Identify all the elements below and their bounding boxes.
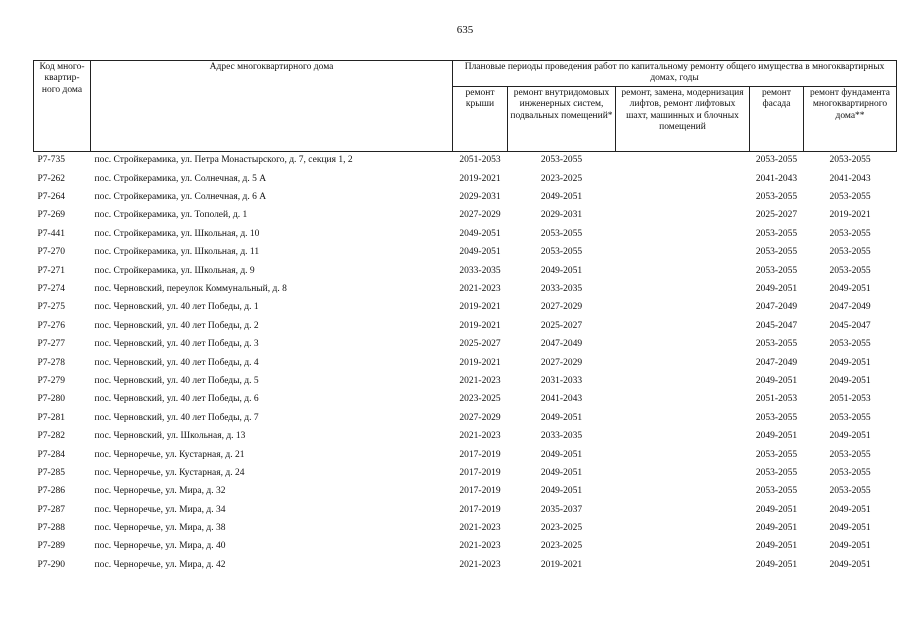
table-row xyxy=(34,151,897,170)
table-row xyxy=(34,428,897,446)
table-row xyxy=(34,520,897,538)
table-row xyxy=(34,225,897,243)
row-facade: 2045-2047 xyxy=(755,320,798,331)
table-row xyxy=(34,391,897,409)
row-address: пос. Черноречье, ул. Мира, д. 38 xyxy=(94,523,226,534)
row-facade: 2053-2055 xyxy=(755,155,798,166)
row-roof: 2019-2021 xyxy=(459,320,501,331)
row-code: Р7-287 xyxy=(37,504,65,515)
row-address: пос. Черноречье, ул. Кустарная, д. 21 xyxy=(94,449,245,460)
header-periods: Плановые периоды проведения работ по капитальному ремонту общего имущества в многоквартирных домах, годы xyxy=(453,61,897,87)
table-row xyxy=(34,207,897,225)
row-code: Р7-278 xyxy=(37,357,65,368)
row-roof: 2019-2021 xyxy=(459,302,501,313)
row-foundation: 2049-2051 xyxy=(829,523,871,534)
row-address: пос. Черновский, ул. 40 лет Победы, д. 4 xyxy=(94,357,259,368)
row-foundation: 2047-2049 xyxy=(829,302,871,313)
row-engineering: 2049-2051 xyxy=(540,265,583,276)
row-engineering: 2019-2021 xyxy=(540,559,583,570)
row-foundation: 2053-2055 xyxy=(829,192,871,203)
row-facade: 2041-2043 xyxy=(755,173,798,184)
row-foundation: 2053-2055 xyxy=(829,449,871,460)
table-row xyxy=(34,336,897,354)
row-roof: 2025-2027 xyxy=(459,339,501,350)
table-row xyxy=(34,317,897,335)
row-address: пос. Стройкерамика, ул. Тополей, д. 1 xyxy=(94,210,248,221)
row-elevators xyxy=(616,428,750,446)
row-address: пос. Стройкерамика, ул. Школьная, д. 10 xyxy=(94,228,260,239)
row-roof: 2033-2035 xyxy=(459,265,501,276)
row-elevators xyxy=(616,464,750,482)
row-code: Р7-281 xyxy=(37,412,65,423)
row-engineering: 2025-2027 xyxy=(540,320,583,331)
row-code: Р7-289 xyxy=(37,541,65,552)
row-engineering: 2041-2043 xyxy=(540,394,583,405)
row-engineering: 2049-2051 xyxy=(540,449,583,460)
row-address: пос. Стройкерамика, ул. Школьная, д. 11 xyxy=(94,247,260,258)
row-facade: 2053-2055 xyxy=(755,412,798,423)
row-elevators xyxy=(616,520,750,538)
row-facade: 2053-2055 xyxy=(755,339,798,350)
header-foundation: ремонт фундамента многоквартирного дома** xyxy=(804,86,897,151)
row-foundation: 2051-2053 xyxy=(829,394,871,405)
row-facade: 2049-2051 xyxy=(755,504,798,515)
table-row xyxy=(34,281,897,299)
row-facade: 2053-2055 xyxy=(755,265,798,276)
row-foundation: 2049-2051 xyxy=(829,541,871,552)
row-foundation: 2053-2055 xyxy=(829,265,871,276)
capital-repair-table xyxy=(33,60,897,575)
table-row xyxy=(34,299,897,317)
row-address: пос. Черновский, ул. 40 лет Победы, д. 7 xyxy=(94,412,259,423)
row-foundation: 2053-2055 xyxy=(829,155,871,166)
row-elevators xyxy=(616,244,750,262)
row-facade: 2049-2051 xyxy=(755,284,798,295)
row-foundation: 2053-2055 xyxy=(829,486,871,497)
row-facade: 2049-2051 xyxy=(755,523,798,534)
row-address: пос. Черновский, ул. 40 лет Победы, д. 3 xyxy=(94,339,259,350)
row-elevators xyxy=(616,483,750,501)
row-engineering: 2049-2051 xyxy=(540,486,583,497)
row-foundation: 2053-2055 xyxy=(829,228,871,239)
table-body xyxy=(34,151,897,574)
row-code: Р7-284 xyxy=(37,449,65,460)
row-code: Р7-270 xyxy=(37,247,65,258)
row-facade: 2053-2055 xyxy=(755,192,798,203)
row-facade: 2049-2051 xyxy=(755,541,798,552)
table-row xyxy=(34,483,897,501)
row-roof: 2021-2023 xyxy=(459,523,501,534)
row-code: Р7-288 xyxy=(37,523,65,534)
row-code: Р7-262 xyxy=(37,173,65,184)
header-engineering: ремонт внутридомовых инженерных систем, подвальных помещений* xyxy=(508,86,616,151)
row-roof: 2021-2023 xyxy=(459,541,501,552)
row-roof: 2023-2025 xyxy=(459,394,501,405)
row-foundation: 2045-2047 xyxy=(829,320,871,331)
row-foundation: 2053-2055 xyxy=(829,412,871,423)
row-elevators xyxy=(616,299,750,317)
row-facade: 2049-2051 xyxy=(755,559,798,570)
page-number: 635 xyxy=(456,24,474,36)
row-address: пос. Черновский, переулок Коммунальный, д. 8 xyxy=(94,284,287,295)
row-code: Р7-735 xyxy=(37,155,65,166)
row-facade: 2047-2049 xyxy=(755,357,798,368)
table-row xyxy=(34,446,897,464)
row-engineering: 2023-2025 xyxy=(540,523,583,534)
row-elevators xyxy=(616,189,750,207)
row-code: Р7-279 xyxy=(37,375,65,386)
row-elevators xyxy=(616,170,750,188)
row-elevators xyxy=(616,281,750,299)
row-engineering: 2033-2035 xyxy=(540,431,583,442)
row-engineering: 2033-2035 xyxy=(540,284,583,295)
row-address: пос. Черноречье, ул. Мира, д. 34 xyxy=(94,504,226,515)
row-address: пос. Черновский, ул. 40 лет Победы, д. 2 xyxy=(94,320,259,331)
row-facade: 2049-2051 xyxy=(755,375,798,386)
row-engineering: 2031-2033 xyxy=(540,375,583,386)
row-roof: 2021-2023 xyxy=(459,559,501,570)
row-code: Р7-275 xyxy=(37,302,65,313)
header-roof: ремонт крыши xyxy=(453,86,508,151)
row-roof: 2021-2023 xyxy=(459,375,501,386)
table-row xyxy=(34,538,897,556)
row-address: пос. Черновский, ул. 40 лет Победы, д. 1 xyxy=(94,302,259,313)
row-roof: 2029-2031 xyxy=(459,192,501,203)
row-engineering: 2053-2055 xyxy=(540,247,583,258)
row-elevators xyxy=(616,336,750,354)
row-facade: 2047-2049 xyxy=(755,302,798,313)
row-facade: 2049-2051 xyxy=(755,431,798,442)
row-engineering: 2023-2025 xyxy=(540,541,583,552)
row-facade: 2053-2055 xyxy=(755,467,798,478)
row-foundation: 2049-2051 xyxy=(829,284,871,295)
row-elevators xyxy=(616,151,750,170)
row-engineering: 2035-2037 xyxy=(540,504,583,515)
row-address: пос. Черноречье, ул. Кустарная, д. 24 xyxy=(94,467,245,478)
table-row xyxy=(34,464,897,482)
row-code: Р7-282 xyxy=(37,431,65,442)
row-address: пос. Стройкерамика, ул. Солнечная, д. 6 А xyxy=(94,192,267,203)
row-facade: 2053-2055 xyxy=(755,486,798,497)
row-address: пос. Черноречье, ул. Мира, д. 40 xyxy=(94,541,226,552)
row-engineering: 2049-2051 xyxy=(540,192,583,203)
row-roof: 2051-2053 xyxy=(459,155,501,166)
row-elevators xyxy=(616,317,750,335)
row-engineering: 2027-2029 xyxy=(540,302,583,313)
row-elevators xyxy=(616,354,750,372)
row-elevators xyxy=(616,538,750,556)
table-row xyxy=(34,170,897,188)
row-elevators xyxy=(616,501,750,519)
row-engineering: 2053-2055 xyxy=(540,155,583,166)
row-roof: 2017-2019 xyxy=(459,486,501,497)
table-row xyxy=(34,556,897,574)
row-roof: 2027-2029 xyxy=(459,210,501,221)
table-row xyxy=(34,501,897,519)
row-engineering: 2029-2031 xyxy=(540,210,583,221)
row-roof: 2019-2021 xyxy=(459,173,501,184)
row-roof: 2049-2051 xyxy=(459,228,501,239)
table-row xyxy=(34,262,897,280)
row-address: пос. Стройкерамика, ул. Петра Монастырского, д. 7, секция 1, 2 xyxy=(94,155,353,166)
row-facade: 2053-2055 xyxy=(755,228,798,239)
row-code: Р7-269 xyxy=(37,210,65,221)
row-elevators xyxy=(616,556,750,574)
row-foundation: 2053-2055 xyxy=(829,467,871,478)
row-engineering: 2027-2029 xyxy=(540,357,583,368)
row-foundation: 2053-2055 xyxy=(829,339,871,350)
row-foundation: 2053-2055 xyxy=(829,247,871,258)
row-address: пос. Черновский, ул. 40 лет Победы, д. 6 xyxy=(94,394,259,405)
row-code: Р7-276 xyxy=(37,320,65,331)
row-foundation: 2049-2051 xyxy=(829,375,871,386)
row-elevators xyxy=(616,391,750,409)
table-row xyxy=(34,372,897,390)
row-elevators xyxy=(616,446,750,464)
row-roof: 2017-2019 xyxy=(459,449,501,460)
table-row xyxy=(34,409,897,427)
row-code: Р7-285 xyxy=(37,467,65,478)
row-code: Р7-264 xyxy=(37,192,65,203)
row-engineering: 2053-2055 xyxy=(540,228,583,239)
row-foundation: 2049-2051 xyxy=(829,431,871,442)
row-foundation: 2049-2051 xyxy=(829,504,871,515)
row-code: Р7-441 xyxy=(37,228,65,239)
row-code: Р7-290 xyxy=(37,559,65,570)
row-code: Р7-277 xyxy=(37,339,65,350)
table-row xyxy=(34,354,897,372)
table-row xyxy=(34,244,897,262)
row-elevators xyxy=(616,372,750,390)
row-roof: 2027-2029 xyxy=(459,412,501,423)
header-address: Адрес многоквартирного дома xyxy=(91,61,453,152)
row-engineering: 2047-2049 xyxy=(540,339,583,350)
row-code: Р7-271 xyxy=(37,265,65,276)
row-elevators xyxy=(616,225,750,243)
header-code: Код много-квартир-ного дома xyxy=(34,61,91,152)
row-foundation: 2019-2021 xyxy=(829,210,871,221)
row-roof: 2017-2019 xyxy=(459,504,501,515)
row-facade: 2051-2053 xyxy=(755,394,798,405)
table-row xyxy=(34,189,897,207)
row-address: пос. Черноречье, ул. Мира, д. 32 xyxy=(94,486,226,497)
row-engineering: 2023-2025 xyxy=(540,173,583,184)
row-address: пос. Стройкерамика, ул. Солнечная, д. 5 А xyxy=(94,173,267,184)
row-foundation: 2041-2043 xyxy=(829,173,871,184)
row-address: пос. Черновский, ул. 40 лет Победы, д. 5 xyxy=(94,375,259,386)
row-engineering: 2049-2051 xyxy=(540,467,583,478)
row-roof: 2021-2023 xyxy=(459,284,501,295)
row-roof: 2049-2051 xyxy=(459,247,501,258)
row-engineering: 2049-2051 xyxy=(540,412,583,423)
row-code: Р7-274 xyxy=(37,284,65,295)
row-elevators xyxy=(616,207,750,225)
row-roof: 2019-2021 xyxy=(459,357,501,368)
row-address: пос. Черновский, ул. Школьная, д. 13 xyxy=(94,431,246,442)
row-foundation: 2049-2051 xyxy=(829,357,871,368)
row-roof: 2021-2023 xyxy=(459,431,501,442)
row-elevators xyxy=(616,409,750,427)
row-code: Р7-286 xyxy=(37,486,65,497)
row-elevators xyxy=(616,262,750,280)
row-facade: 2025-2027 xyxy=(755,210,798,221)
row-roof: 2017-2019 xyxy=(459,467,501,478)
row-facade: 2053-2055 xyxy=(755,449,798,460)
row-address: пос. Стройкерамика, ул. Школьная, д. 9 xyxy=(94,265,255,276)
row-facade: 2053-2055 xyxy=(755,247,798,258)
row-address: пос. Черноречье, ул. Мира, д. 42 xyxy=(94,559,226,570)
header-elevators: ремонт, замена, модернизация лифтов, ремонт лифтовых шахт, машинных и блочных помещений xyxy=(616,86,750,151)
header-facade: ремонт фасада xyxy=(750,86,804,151)
row-code: Р7-280 xyxy=(37,394,65,405)
row-foundation: 2049-2051 xyxy=(829,559,871,570)
